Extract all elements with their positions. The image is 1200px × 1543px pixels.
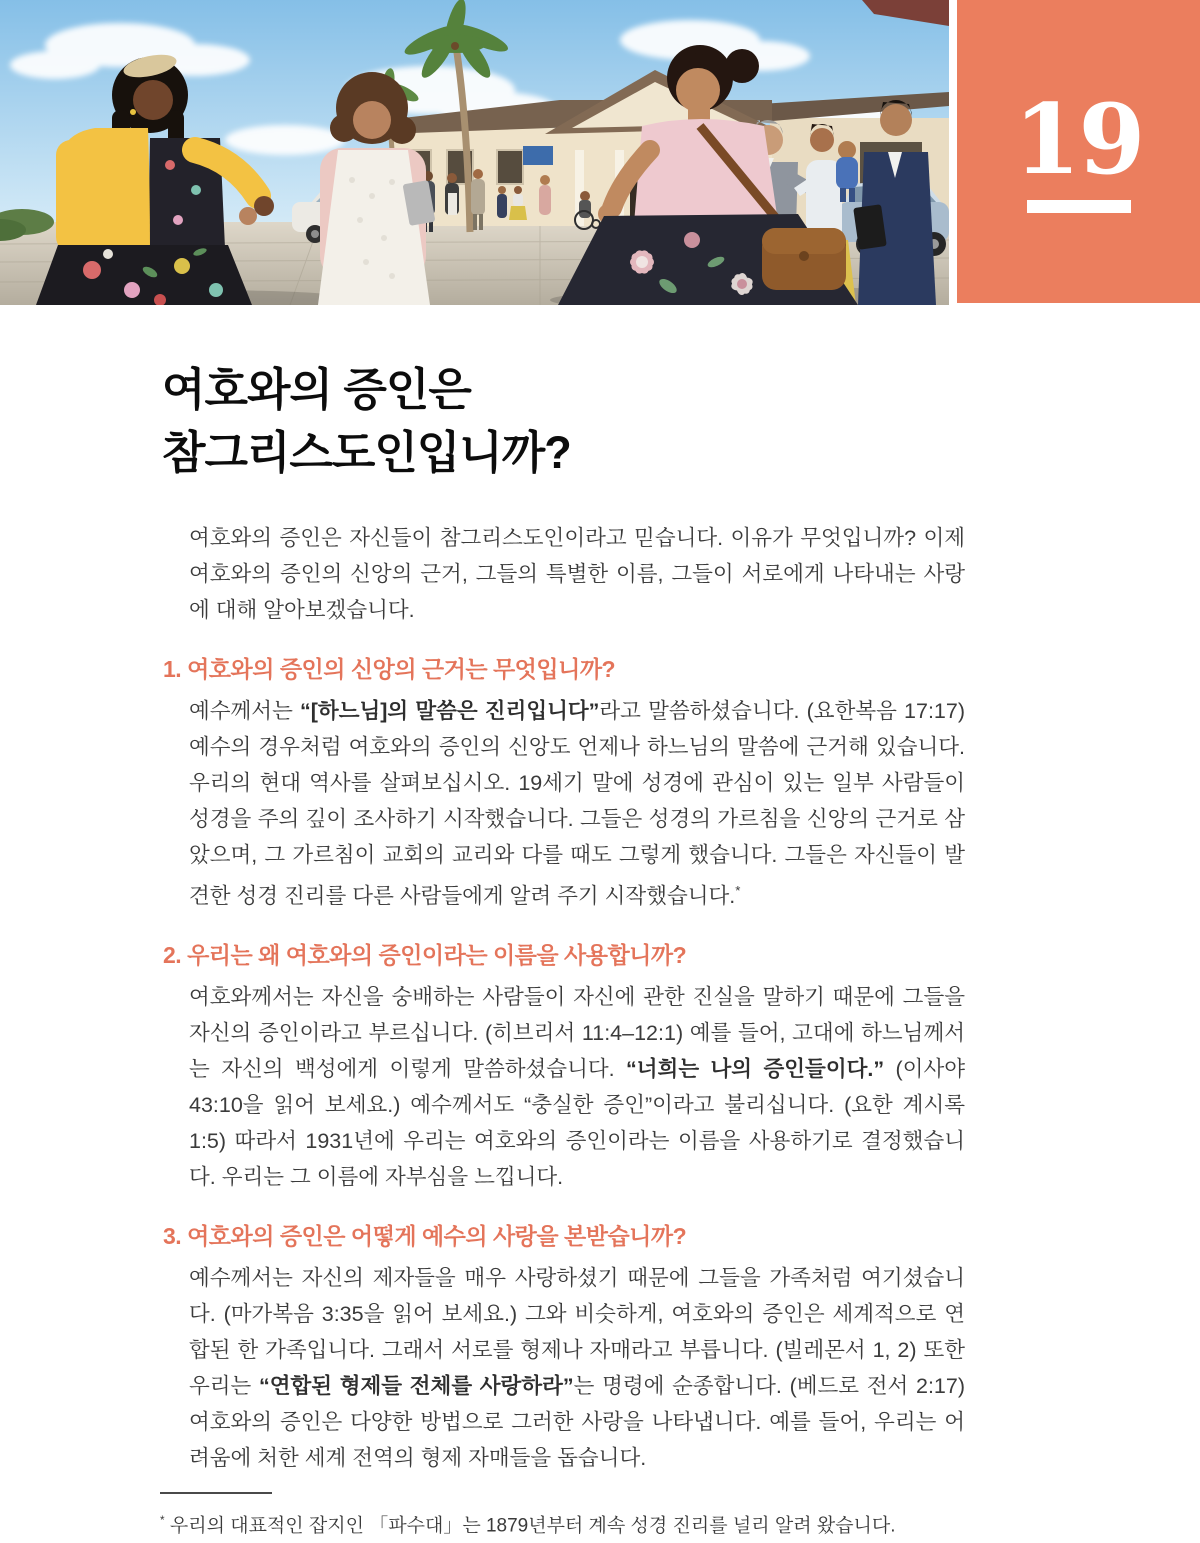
section-2-paragraph: 여호와께서는 자신을 숭배하는 사람들이 자신에 관한 진실을 말하기 때문에 그들을 자신의 증인이라고 부르십니다. (히브리서 11:4–12:1) 예를 들어, 고대에 하느님께서는 자신의 백성에게 이렇게 말씀하셨습니다. “너희는 나의 증인들이다.” (이사야 43:10을 읽어 보세요.) 예수께서도 “충실한 증인”이라고 불리십니다. (요한 계시록 1:5) 따라서 1931년에 우리는 여호와의 증인이라는 이름을 사용하기로 결정했습니다. 우리는 그 이름에 자부심을 느낍니다.	[189, 985, 965, 1190]
section-3	[163, 1221, 966, 1476]
chapter-number-badge	[957, 0, 1200, 303]
text-column	[160, 520, 966, 1541]
footnote-marker: *	[160, 1514, 165, 1528]
question-3-heading: 3. 여호와의 증인은 어떻게 예수의 사랑을 본받습니까?	[163, 1223, 687, 1250]
chapter-number-underline	[1027, 200, 1131, 213]
title-line-1: 여호와의 증인은	[162, 364, 471, 415]
section-2	[163, 940, 965, 1195]
header-photo	[0, 0, 949, 305]
footnote-text	[160, 1506, 965, 1541]
section-1-paragraph: 예수께서는 “[하느님]의 말씀은 진리입니다”라고 말씀하셨습니다. (요한복음 17:17) 예수의 경우처럼 여호와의 증인의 신앙도 언제나 하느님의 말씀에 근거해 있습니다. 우리의 현대 역사를 살펴보십시오. 19세기 말에 성경에 관심이 있는 일부 사람들이 성경을 주의 깊이 조사하기 시작했습니다. 그들은 성경의 가르침을 신앙의 근거로 삼았으며, 그 가르침이 교회의 교리와 다를 때도 그렇게 했습니다. 그들은 자신들이 발견한 성경 진리를 다른 사람들에게 알려 주기 시작했습니다.*	[189, 699, 965, 909]
page-title	[162, 358, 1200, 484]
hall-sign	[523, 146, 553, 165]
lesson-content	[0, 358, 1200, 1541]
shoulder-bag	[762, 228, 846, 290]
footnote	[160, 1492, 965, 1541]
section-3-paragraph: 예수께서는 자신의 제자들을 매우 사랑하셨기 때문에 그들을 가족처럼 여기셨습니다. (마가복음 3:35을 읽어 보세요.) 그와 비슷하게, 여호와의 증인은 세계적으로 연합된 한 가족입니다. 그래서 서로를 형제나 자매라고 부릅니다. (빌레몬서 1, 2) 또한 우리는 “연합된 형제들 전체를 사랑하라”는 명령에 순종합니다. (베드로 전서 2:17) 여호와의 증인은 다양한 방법으로 그러한 사랑을 나타냅니다. 예를 들어, 우리는 어려움에 처한 세계 전역의 형제 자매들을 돕습니다.	[189, 1266, 966, 1471]
footnote-divider	[160, 1492, 272, 1494]
question-2-heading: 2. 우리는 왜 여호와의 증인이라는 이름을 사용합니까?	[163, 942, 687, 969]
chapter-number: 19	[1013, 83, 1144, 196]
intro-paragraph: 여호와의 증인은 자신들이 참그리스도인이라고 믿습니다. 이유가 무엇입니까? 이제 여호와의 증인의 신앙의 근거, 그들의 특별한 이름, 그들이 서로에게 나타내는 사랑에 대해 알아보겠습니다.	[189, 526, 965, 622]
page-header	[0, 0, 1200, 305]
footnote-body: 우리의 대표적인 잡지인 「파수대」는 1879년부터 계속 성경 진리를 널리 알려 왔습니다.	[169, 1515, 896, 1537]
title-line-2: 참그리스도인입니까?	[162, 427, 571, 478]
section-1	[163, 654, 965, 914]
question-1-heading: 1. 여호와의 증인의 신앙의 근거는 무엇입니까?	[163, 656, 616, 682]
